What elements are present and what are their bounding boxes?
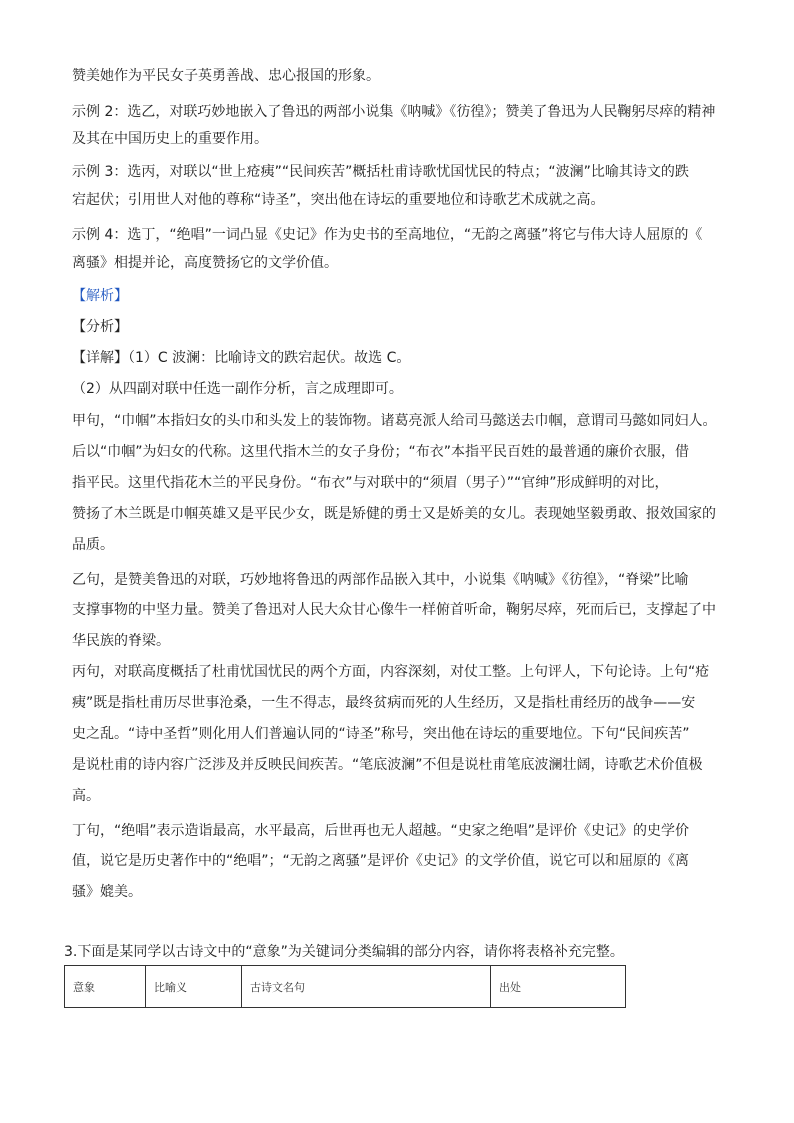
table-header-row [65, 966, 626, 1008]
table-header-cell: 意象 [65, 966, 146, 1008]
table-header-cell: 古诗文名句 [242, 966, 491, 1008]
analysis-line: 后以“巾帼”为妇女的代称。这里代指木兰的女子身份；“布衣”本指平民百姓的最普通的廉价衣服，借 [72, 444, 690, 460]
table-header-cell: 比喻义 [146, 966, 242, 1008]
section-tag-xiangjie: 【详解】 [72, 350, 128, 366]
question-3: 3.下面是某同学以古诗文中的“意象”为关键词分类编辑的部分内容，请你将表格补充完整。 [64, 944, 624, 960]
analysis-line: 丙句，对联高度概括了杜甫忧国忧民的两个方面，内容深刻，对仗工整。上句评人，下句论诗。上句“疮 [72, 664, 710, 680]
table-header-cell: 出处 [491, 966, 626, 1008]
analysis-line: 是说杜甫的诗内容广泛涉及并反映民间疾苦。“笔底波澜”不但是说杜甫笔底波澜壮阔，诗歌艺术价值极 [72, 757, 703, 773]
section-tag-fenxi: 【分析】 [72, 319, 128, 335]
analysis-line: 品质。 [72, 537, 114, 553]
analysis-line: 指平民。这里代指花木兰的平民身份。“布衣”与对联中的“须眉（男子）”“官绅”形成鲜明的对比， [72, 475, 669, 491]
paragraph-line: 及其在中国历史上的重要作用。 [72, 131, 268, 147]
analysis-line: 丁句，“绝唱”表示造诣最高，水平最高，后世再也无人超越。“史家之绝唱”是评价《史记》的史学价 [72, 823, 690, 839]
analysis-line: 支撑事物的中坚力量。赞美了鲁迅对人民大众甘心像牛一样俯首听命，鞠躬尽瘁，死而后已，支撑起了中 [72, 602, 716, 618]
analysis-line: 痍”既是指杜甫历尽世事沧桑，一生不得志，最终贫病而死的人生经历，又是指杜甫经历的战争——安 [72, 695, 696, 711]
analysis-line: 华民族的脊梁。 [72, 633, 170, 649]
answer-2: （2）从四副对联中任选一副作分析，言之成理即可。 [72, 381, 403, 397]
imagery-table [64, 965, 626, 1008]
analysis-line: 甲句，“巾帼”本指妇女的头巾和头发上的装饰物。诸葛亮派人给司马懿送去巾帼，意谓司马懿如同妇人。 [72, 413, 717, 429]
analysis-line: 史之乱。“诗中圣哲”则化用人们普遍认同的“诗圣”称号，突出他在诗坛的重要地位。下句“民间疾苦” [72, 726, 690, 742]
section-tag-jiexi: 【解析】 [72, 288, 128, 304]
paragraph-line: 示例 2：选乙，对联巧妙地嵌入了鲁迅的两部小说集《呐喊》《彷徨》；赞美了鲁迅为人民鞠躬尽瘁的精神 [72, 104, 716, 120]
paragraph-line: 宕起伏；引用世人对他的尊称“诗圣”，突出他在诗坛的重要地位和诗歌艺术成就之高。 [72, 192, 605, 208]
analysis-line: 骚》媲美。 [72, 884, 142, 900]
paragraph-line: 示例 4：选丁，“绝唱”一词凸显《史记》作为史书的至高地位，“无韵之离骚”将它与伟大诗人屈原的《 [72, 227, 703, 243]
analysis-line: 值，说它是历史著作中的“绝唱”；“无韵之离骚”是评价《史记》的文学价值，说它可以和屈原的《离 [72, 853, 690, 869]
paragraph-line: 离骚》相提并论，高度赞扬它的文学价值。 [72, 255, 338, 271]
answer-1: （1）C 波澜：比喻诗文的跌宕起伏。故选 C。 [128, 350, 411, 366]
analysis-line: 乙句，是赞美鲁迅的对联，巧妙地将鲁迅的两部作品嵌入其中，小说集《呐喊》《彷徨》，“脊梁”比喻 [72, 572, 689, 588]
analysis-line: 高。 [72, 788, 100, 804]
analysis-line: 赞扬了木兰既是巾帼英雄又是平民少女，既是矫健的勇士又是娇美的女儿。表现她坚毅勇敢、报效国家的 [72, 506, 716, 522]
paragraph-line: 赞美她作为平民女子英勇善战、忠心报国的形象。 [72, 68, 380, 84]
xiangjie-line [72, 350, 410, 366]
paragraph-line: 示例 3：选丙，对联以“世上疮痍”“民间疾苦”概括杜甫诗歌忧国忧民的特点；“波澜”比喻其诗文的跌 [72, 164, 689, 180]
